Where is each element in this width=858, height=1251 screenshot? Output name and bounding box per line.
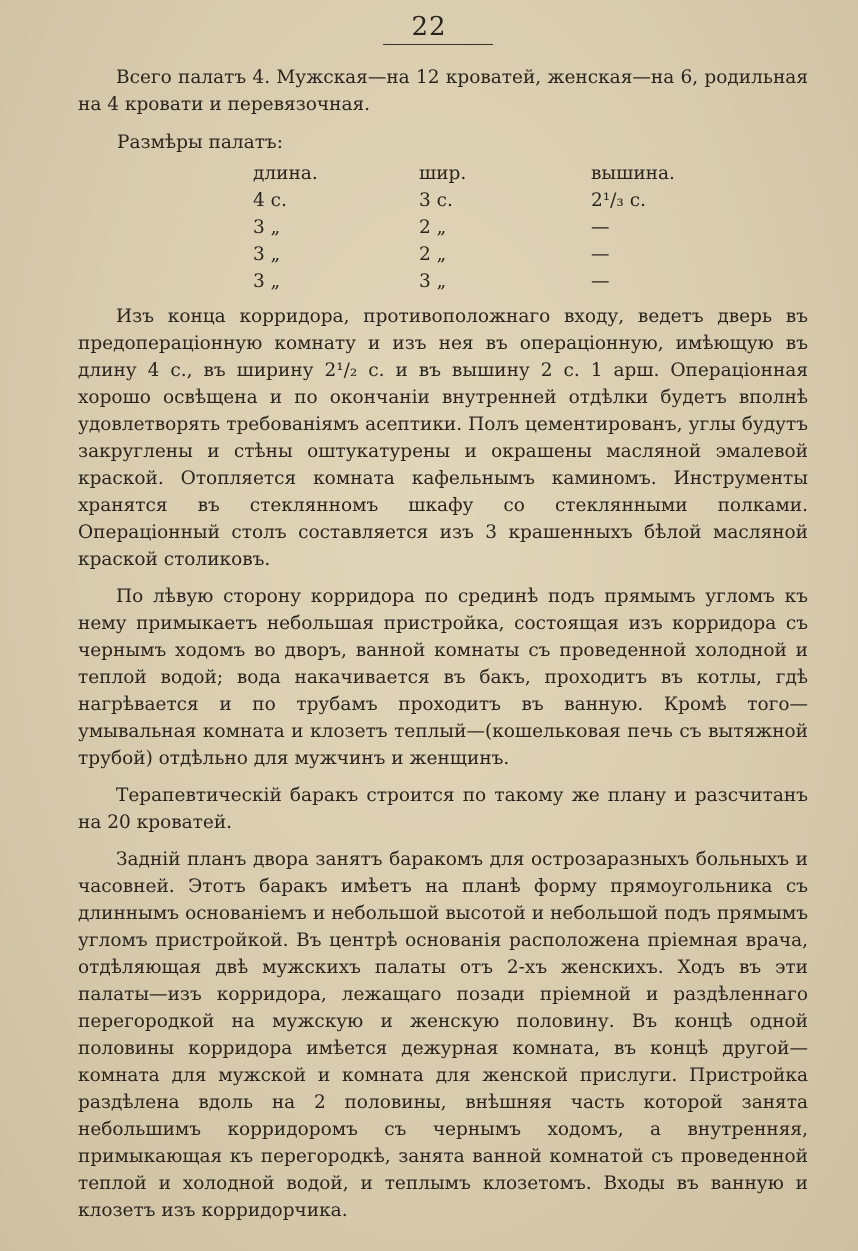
table-cell: 3 с. — [419, 190, 453, 211]
paragraph-annex: По лѣвую сторону корридора по срединѣ подъ прямымъ угломъ къ нему примыкаетъ небольшая пристройка, состоящая изъ корридора съ чернымъ ходомъ во дворъ, ванной комнаты съ проведенной холодной и теплой водой; вода накачивается въ бакъ, проходитъ въ котлы, гдѣ нагрѣвается и по трубамъ проходитъ въ ванную. Кромѣ того—умывальная комната и клозетъ теплый—(кошельковая печь съ вытяжной трубой) отдѣльно для мужчинъ и женщинъ. — [78, 586, 808, 769]
header-rule — [383, 44, 493, 45]
table-cell: — — [591, 244, 610, 265]
table-cell: 2¹/₃ с. — [591, 190, 646, 211]
intro-block — [78, 64, 808, 118]
page-number: 22 — [411, 12, 447, 42]
header-width: шир. — [419, 163, 467, 184]
header-length: длина. — [253, 163, 318, 184]
table-cell: 3 „ — [253, 217, 281, 238]
table-header-row — [245, 160, 701, 187]
table-row — [245, 187, 701, 214]
paragraph-operating-room: Изъ конца корридора, противоположнаго входу, ведетъ дверь въ предоперацiонную комнату и изъ нея въ операцiонную, имѣющую въ длину 4 с., въ ширину 2¹/₂ с. и въ вышину 2 с. 1 арш. Операцiонная хорошо освѣщена и по окончанiи внутренней отдѣлки будетъ вполнѣ удовлетворять требованiямъ асептики. Полъ цементированъ, углы будутъ закруглены и стѣны оштукатурены и окрашены масляной эмалевой краской. Отопляется комната кафельнымъ каминомъ. Инструменты хранятся въ стеклянномъ шкафу со стеклянными полками. Операцiонный столъ составляется изъ 3 крашенныхъ бѣлой масляной краской столиковъ. — [78, 306, 808, 570]
table-cell: 3 „ — [419, 271, 447, 292]
table-cell: 3 „ — [253, 271, 281, 292]
table-cell: 3 „ — [253, 244, 281, 265]
intro-paragraph: Всего палатъ 4. Мужская—на 12 кроватей, женская—на 6, родильная на 4 кровати и перевязочная. — [78, 67, 808, 115]
table-cell: 2 „ — [419, 217, 447, 238]
paragraph-infectious-barrack: Заднiй планъ двора занятъ баракомъ для острозаразныхъ больныхъ и часовней. Этотъ баракъ имѣетъ на планѣ форму прямоугольника съ длиннымъ основанiемъ и небольшой высотой и небольшой подъ прямымъ угломъ пристройкой. Въ центрѣ основанiя расположена прiемная врача, отдѣляющая двѣ мужскихъ палаты отъ 2-хъ женскихъ. Ходъ въ эти палаты—изъ корридора, лежащаго позади прiемной и раздѣленнаго перегородкой на мужскую и женскую половину. Въ концѣ одной половины корридора имѣется дежурная комната, въ концѣ другой—комната для мужской и комната для женской прислуги. Пристройка раздѣлена вдоль на 2 половины, внѣшняя часть которой занята небольшимъ корридоромъ съ чернымъ ходомъ, а внутренняя, примыкающая къ перегородкѣ, занята ванной комнатой съ проведенной теплой и холодной водой, и теплымъ клозетомъ. Входы въ ванную и клозетъ изъ корридорчика. — [78, 849, 808, 1221]
body-text — [78, 303, 808, 1234]
ward-sizes-table — [245, 160, 701, 295]
table-cell: — — [591, 271, 610, 292]
paragraph-therapeutic-barrack: Терапевтическiй баракъ строится по такому же плану и разсчитанъ на 20 кроватей. — [78, 785, 808, 833]
table-row — [245, 214, 701, 241]
table-row — [245, 268, 701, 295]
table-cell: 2 „ — [419, 244, 447, 265]
header-height: вышина. — [591, 163, 675, 184]
table-cell: 4 с. — [253, 190, 287, 211]
sizes-title: Размѣры палатъ: — [117, 132, 283, 153]
table-row — [245, 241, 701, 268]
table-cell: — — [591, 217, 610, 238]
